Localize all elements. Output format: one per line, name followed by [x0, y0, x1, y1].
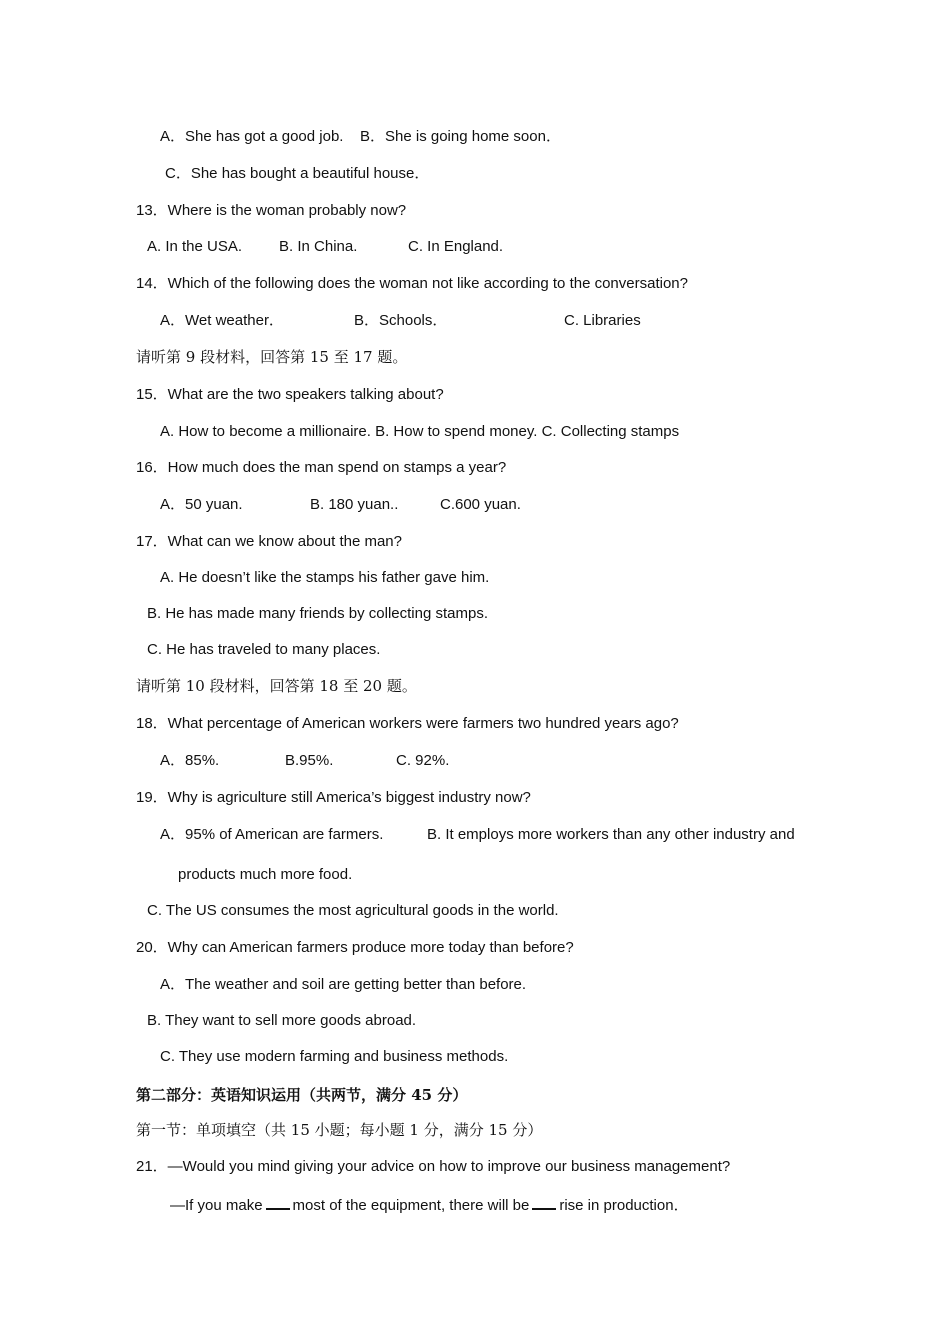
part-2-title: 第二部分：英语知识运用（共两节，满分 45 分） — [136, 1086, 468, 1104]
q21-reply-part2: most of the equipment, there will be — [292, 1197, 530, 1214]
q13-option-a: A. In the USA. — [147, 238, 243, 255]
q12-option-c: C．She has bought a beautiful house． — [165, 165, 430, 182]
q14-option-b: B．Schools． — [354, 312, 448, 329]
q16-option-c: C.600 yuan. — [440, 496, 521, 513]
q20-option-c: C. They use modern farming and business methods. — [160, 1048, 509, 1065]
q19-option-b-line1: B. It employs more workers than any other industry and — [427, 826, 795, 843]
section-9-instruction: 请听第 9 段材料，回答第 15 至 17 题。 — [136, 348, 408, 366]
q20-option-a: A．The weather and soil are getting better than before. — [160, 976, 527, 993]
q12-option-b: B．She is going home soon． — [360, 128, 561, 145]
q14-option-c: C. Libraries — [564, 312, 641, 329]
q18-option-c: C. 92%. — [396, 752, 450, 769]
q17-option-b: B. He has made many friends by collecting stamps. — [147, 605, 488, 622]
q12-option-a: A．She has got a good job. — [160, 128, 344, 145]
q13-option-c: C. In England. — [408, 238, 504, 255]
q19-option-a: A．95% of American are farmers. — [160, 826, 384, 843]
q18-stem: 18．What percentage of American workers were farmers two hundred years ago? — [136, 715, 679, 732]
section-1-title: 第一节：单项填空（共 15 小题；每小题 1 分，满分 15 分） — [136, 1121, 543, 1139]
q15-stem: 15．What are the two speakers talking about? — [136, 386, 444, 403]
answer-blank-2 — [532, 1194, 556, 1210]
q16-stem: 16．How much does the man spend on stamps a year? — [136, 459, 507, 476]
q20-stem: 20．Why can American farmers produce more today than before? — [136, 939, 574, 956]
q21-reply-part1: —If you make — [170, 1197, 263, 1214]
q17-option-a: A. He doesn’t like the stamps his father gave him. — [160, 569, 490, 586]
q18-option-a: A．85%. — [160, 752, 220, 769]
q17-stem: 17．What can we know about the man? — [136, 533, 402, 550]
q14-option-a: A．Wet weather． — [160, 312, 284, 329]
q20-option-b: B. They want to sell more goods abroad. — [147, 1012, 417, 1029]
q21-reply-part3: rise in production． — [559, 1197, 689, 1214]
section-10-instruction: 请听第 10 段材料，回答第 18 至 20 题。 — [136, 677, 417, 695]
q19-option-b-line2: products much more food. — [178, 866, 353, 883]
q21-reply — [170, 1194, 689, 1216]
q13-option-b: B. In China. — [279, 238, 358, 255]
q15-options: A. How to become a millionaire. B. How to spend money. C. Collecting stamps — [160, 423, 680, 440]
q21-stem: 21．—Would you mind giving your advice on how to improve our business management? — [136, 1158, 731, 1175]
q16-option-b: B. 180 yuan.. — [310, 496, 399, 513]
q14-stem: 14．Which of the following does the woman not like according to the conversation? — [136, 275, 688, 292]
q17-option-c: C. He has traveled to many places. — [147, 641, 381, 658]
q19-option-c: C. The US consumes the most agricultural goods in the world. — [147, 902, 559, 919]
q16-option-a: A．50 yuan. — [160, 496, 243, 513]
q18-option-b: B.95%. — [285, 752, 334, 769]
q19-stem: 19．Why is agriculture still America’s biggest industry now? — [136, 789, 531, 806]
q13-stem: 13．Where is the woman probably now? — [136, 202, 407, 219]
answer-blank-1 — [266, 1194, 290, 1210]
